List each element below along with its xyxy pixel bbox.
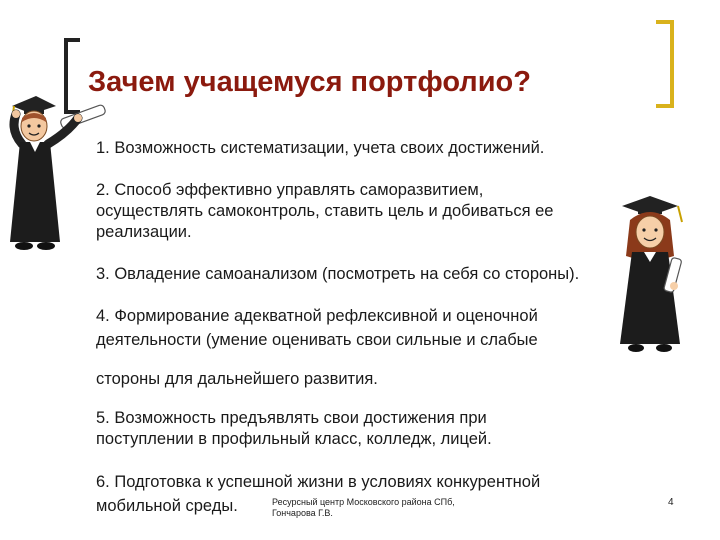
graduate-girl-icon (608, 194, 700, 362)
list-item-4-line-1: 4. Формирование адекватной рефлексивной и оценочной (96, 307, 538, 325)
list-item-1: 1. Возможность систематизации, учета своих достижений. (96, 139, 545, 157)
right-bracket-icon (650, 18, 680, 110)
list-item-6-line-1: 6. Подготовка к успешной жизни в условиях конкурентной (96, 473, 541, 491)
slide-title: Зачем учащемуся портфолио? (88, 66, 531, 98)
list-item-2-line-2: осуществлять самоконтроль, ставить цель и добиваться ее (96, 202, 554, 220)
page-number: 4 (668, 497, 674, 508)
graduate-boy-icon (2, 92, 110, 260)
list-item-3: 3. Овладение самоанализом (посмотреть на себя со стороны). (96, 265, 580, 283)
list-item-2-line-1: 2. Способ эффективно управлять саморазвитием, (96, 181, 484, 199)
footer-line-1: Ресурсный центр Московского района СПб, (272, 497, 455, 507)
list-item-5-line-1: 5. Возможность предъявлять свои достижения при (96, 409, 487, 427)
list-item-6-line-2: мобильной среды. (96, 497, 238, 515)
list-item-5-line-2: поступлении в профильный класс, колледж, лицей. (96, 430, 492, 448)
list-item-4-line-3: стороны для дальнейшего развития. (96, 370, 378, 388)
list-item-2-line-3: реализации. (96, 223, 192, 241)
list-item-4-line-2: деятельности (умение оценивать свои сильные и слабые (96, 331, 538, 349)
footer-line-2: Гончарова Г.В. (272, 508, 333, 518)
footer-note (272, 497, 455, 519)
